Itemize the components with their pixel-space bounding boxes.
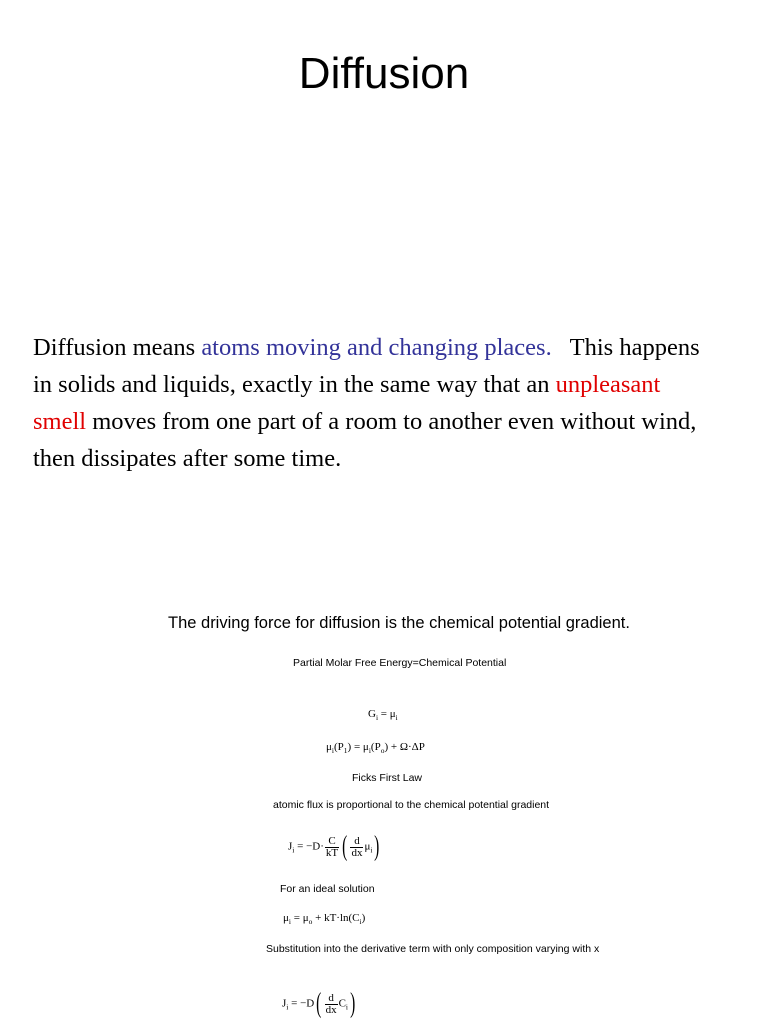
eq-operator: = (378, 708, 390, 720)
eq-symbol: C (338, 997, 346, 1010)
eq-subscript: i (359, 917, 362, 926)
equation-ideal-chemical-potential (283, 911, 365, 929)
eq-operator: + kT·ln(C (312, 912, 360, 924)
eq-subscript: o (308, 917, 313, 926)
driving-force-text: The driving force for diffusion is the chemical potential gradient. (168, 614, 630, 632)
intro-line-4: then dissipates after some time. (33, 445, 342, 472)
fraction-d-over-dx (325, 993, 338, 1016)
eq-symbol: μ (389, 708, 396, 720)
fraction-denominator: dx (325, 1003, 337, 1016)
atomic-flux-caption: atomic flux is proportional to the chemical potential gradient (273, 799, 550, 811)
fraction-numerator: C (325, 836, 339, 848)
intro-text: Diffusion means (33, 334, 202, 361)
eq-subscript: i (345, 1002, 348, 1012)
eq-symbol: ) (361, 912, 366, 924)
eq-subscript: i (368, 746, 371, 755)
eq-symbol: J (282, 997, 287, 1010)
eq-operator: = (291, 912, 303, 924)
eq-paren: ( (316, 988, 322, 1019)
eq-symbol: (P (370, 741, 381, 753)
eq-symbol: (P (334, 741, 344, 753)
eq-symbol: J (288, 840, 293, 853)
intro-text: moves from one part of a room to another even without wind, (86, 408, 697, 435)
ideal-solution-caption: For an ideal solution (280, 883, 375, 895)
eq-operator: = (351, 741, 363, 753)
fraction-denominator: kT (325, 846, 339, 859)
eq-symbol: μ (283, 912, 289, 924)
eq-subscript: i (370, 845, 373, 855)
eq-symbol: ) (384, 741, 389, 753)
intro-highlight-red: unpleasant (555, 371, 661, 398)
eq-paren: ) (350, 988, 356, 1019)
eq-operator: + Ω·ΔP (388, 741, 425, 753)
fraction-numerator: d (325, 993, 338, 1005)
intro-text: This happens (551, 334, 700, 361)
fraction-c-over-kt (325, 836, 339, 859)
eq-paren: ( (342, 831, 348, 862)
intro-paragraph (33, 329, 745, 477)
intro-line-1 (33, 329, 745, 366)
intro-line-3 (33, 403, 745, 440)
eq-symbol: μ (302, 912, 309, 924)
equation-flux-composition (282, 990, 357, 1018)
eq-subscript: i (375, 713, 379, 722)
eq-subscript: i (395, 713, 398, 722)
eq-operator: = −D· (294, 840, 324, 853)
eq-subscript: i (288, 917, 291, 926)
eq-symbol: μ (364, 840, 371, 853)
intro-line-2 (33, 366, 745, 403)
eq-operator: = −D (288, 997, 315, 1010)
intro-highlight-red: smell (33, 408, 87, 435)
fraction-numerator: d (350, 836, 363, 848)
eq-symbol: μ (326, 741, 332, 753)
slide-title: Diffusion (298, 49, 470, 98)
intro-text: in solids and liquids, exactly in the same way that an (33, 371, 556, 398)
eq-subscript: i (286, 1002, 289, 1012)
equation-ficks-first-law (288, 833, 382, 861)
equation-gibbs-chemical-potential (368, 707, 398, 725)
partial-molar-caption: Partial Molar Free Energy=Chemical Potential (293, 657, 507, 669)
fraction-denominator: dx (351, 846, 363, 859)
eq-paren: ) (374, 831, 380, 862)
equation-pressure-dependence (326, 740, 425, 758)
ficks-first-law-caption: Ficks First Law (352, 772, 423, 784)
eq-subscript: i (331, 746, 334, 755)
eq-symbol: G (368, 708, 376, 720)
intro-highlight-blue: atoms moving and changing places. (201, 334, 552, 361)
eq-symbol: ) (347, 741, 352, 753)
eq-subscript: i (292, 845, 295, 855)
substitution-caption: Substitution into the derivative term with only composition varying with x (266, 943, 600, 955)
eq-symbol: μ (362, 741, 369, 753)
fraction-d-over-dx (350, 836, 363, 859)
eq-subscript: o (380, 746, 385, 755)
eq-subscript: 1 (343, 746, 348, 755)
